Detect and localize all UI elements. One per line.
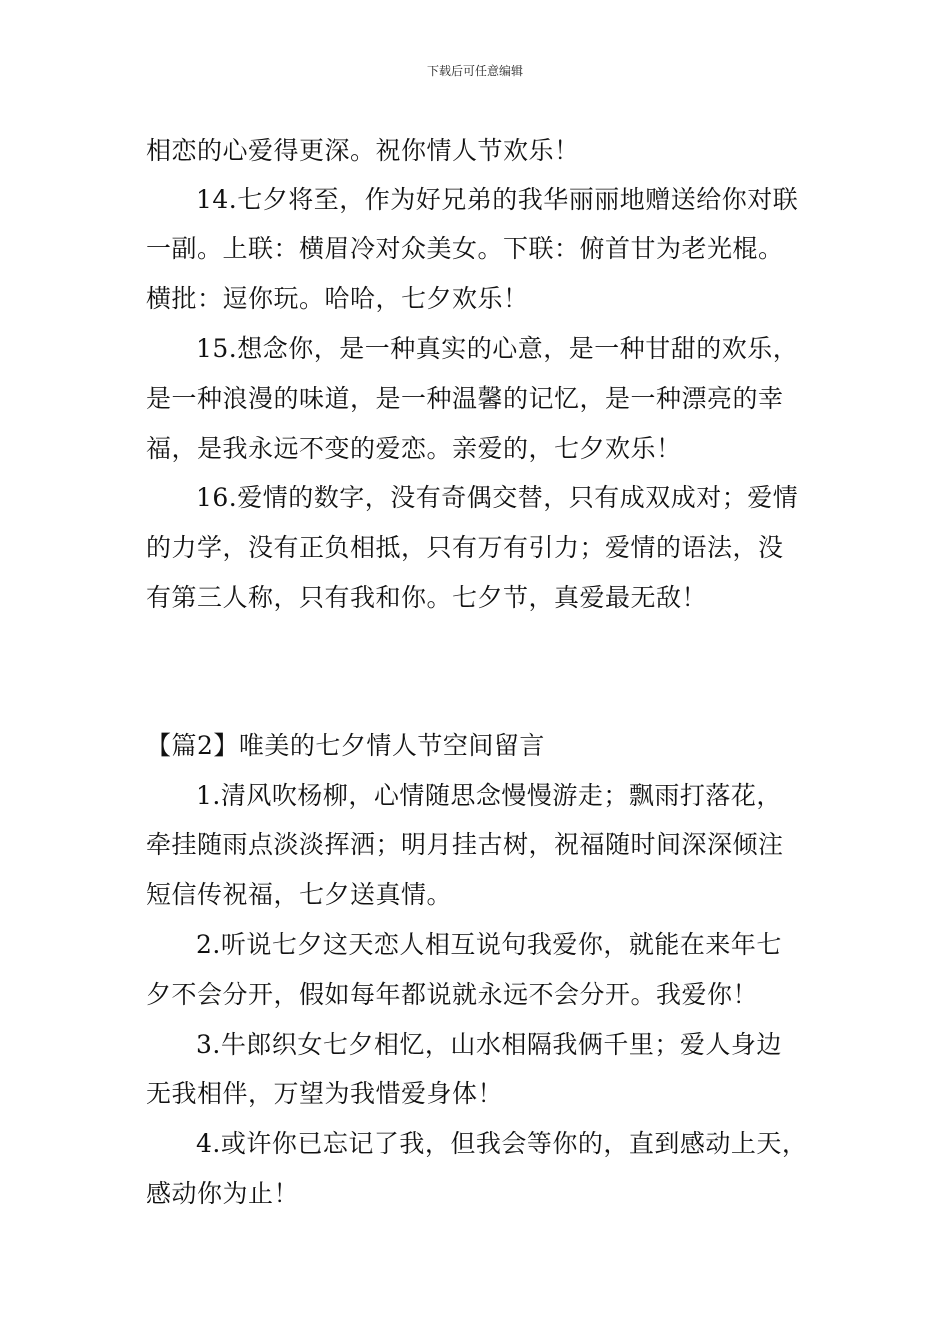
text-line: 的力学，没有正负相抵，只有万有引力；爱情的语法，没	[146, 533, 784, 562]
text-line: 一副。上联：横眉冷对众美女。下联：俯首甘为老光棍。	[146, 234, 784, 263]
text-line: 是一种浪漫的味道，是一种温馨的记忆，是一种漂亮的幸	[146, 384, 784, 413]
section-heading: 【篇2】唯美的七夕情人节空间留言	[146, 731, 545, 760]
text-line: 1.清风吹杨柳，心情随思念慢慢游走；飘雨打落花，	[196, 781, 782, 810]
text-line: 有第三人称，只有我和你。七夕节，真爱最无敌！	[146, 583, 708, 612]
text-line: 横批：逗你玩。哈哈，七夕欢乐！	[146, 284, 529, 313]
text-line: 4.或许你已忘记了我，但我会等你的，直到感动上天，	[196, 1129, 808, 1158]
text-line: 相恋的心爱得更深。祝你情人节欢乐！	[146, 136, 580, 165]
text-line: 15.想念你，是一种真实的心意，是一种甘甜的欢乐，	[196, 334, 799, 363]
text-line: 福，是我永远不变的爱恋。亲爱的，七夕欢乐！	[146, 434, 682, 463]
text-line: 牵挂随雨点淡淡挥洒；明月挂古树，祝福随时间深深倾注	[146, 830, 784, 859]
text-line: 16.爱情的数字，没有奇偶交替，只有成双成对；爱情	[196, 483, 799, 512]
text-line: 无我相伴，万望为我惜爱身体！	[146, 1079, 504, 1108]
text-line: 14.七夕将至，作为好兄弟的我华丽丽地赠送给你对联	[196, 185, 799, 214]
page-header: 下载后可任意编辑	[426, 64, 523, 78]
text-line: 短信传祝福，七夕送真情。	[146, 880, 453, 909]
text-line: 夕不会分开，假如每年都说就永远不会分开。我爱你！	[146, 980, 759, 1009]
text-line: 2.听说七夕这天恋人相互说句我爱你，就能在来年七	[196, 930, 782, 959]
text-line: 3.牛郎织女七夕相忆，山水相隔我俩千里；爱人身边	[196, 1030, 782, 1059]
text-line: 感动你为止！	[146, 1179, 300, 1208]
